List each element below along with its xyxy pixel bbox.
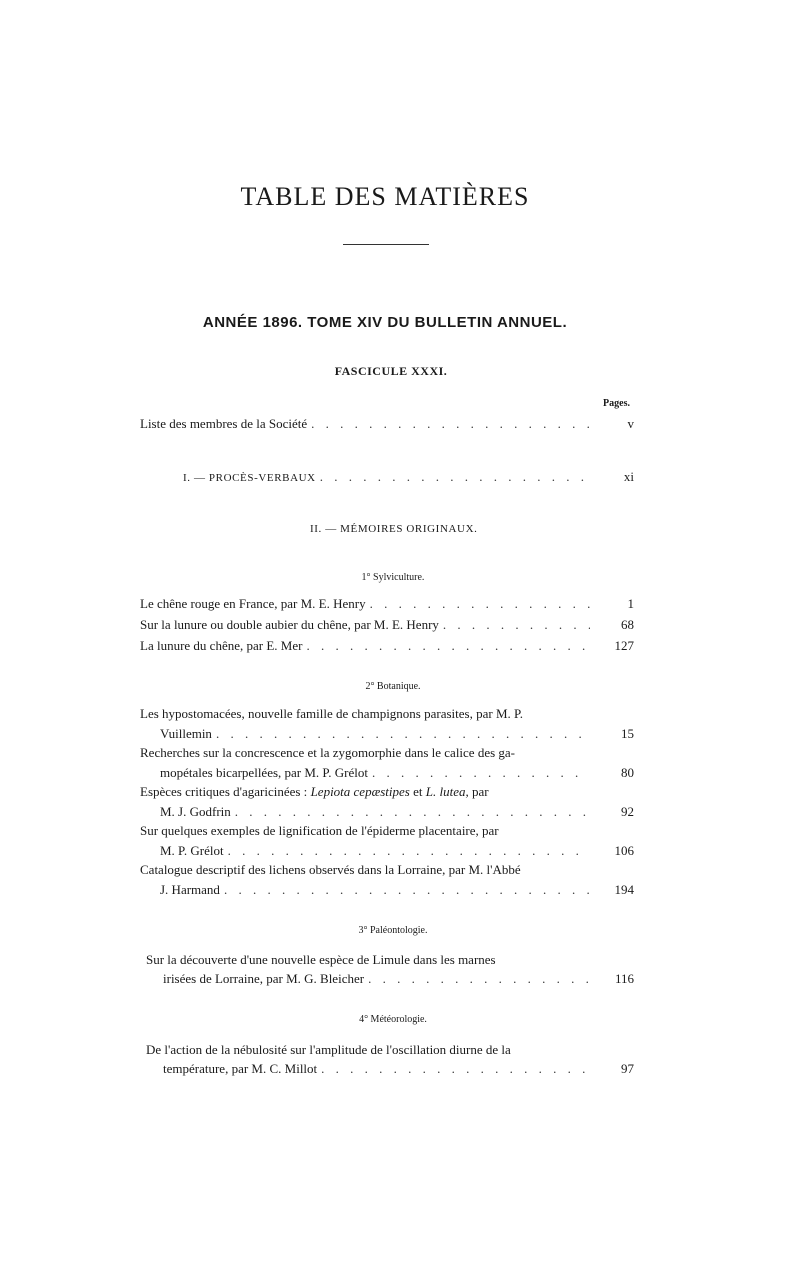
- toc-entry-text: J. Harmand: [160, 882, 220, 897]
- toc-entry-line: Sur quelques exemples de lignification de l'épiderme placentaire, par: [140, 823, 499, 838]
- dot-leader: [370, 594, 590, 614]
- toc-entry: [160, 724, 634, 744]
- toc-entry-page: v: [627, 416, 634, 431]
- dot-leader: [368, 969, 590, 989]
- toc-entry: [160, 802, 634, 822]
- toc-entry-page: 127: [614, 638, 634, 653]
- toc-entry-text: M. P. Grélot: [160, 843, 224, 858]
- dot-leader: [372, 763, 590, 783]
- species-name: L. lutea,: [425, 784, 469, 799]
- toc-entry-line: Catalogue descriptif des lichens observés dans la Lorraine, par M. l'Abbé: [140, 862, 521, 877]
- toc-entry: [160, 841, 634, 861]
- toc-entry-text: température, par M. C. Millot: [163, 1061, 318, 1076]
- toc-entry: [140, 594, 634, 614]
- toc-entry: [160, 880, 634, 900]
- dot-leader: [224, 880, 590, 900]
- dot-leader: [443, 615, 590, 635]
- toc-entry-text: irisées de Lorraine, par M. G. Bleicher: [163, 971, 365, 986]
- toc-section-memoires: II. — MÉMOIRES ORIGINAUX.: [310, 523, 478, 535]
- dot-leader: [235, 802, 590, 822]
- toc-entry: [163, 969, 634, 989]
- toc-entry-page: 1: [627, 596, 634, 611]
- toc-entry-text: mopétales bicarpellées, par M. P. Grélot: [160, 765, 368, 780]
- dot-leader: [216, 724, 590, 744]
- toc-entry-text: Vuillemin: [160, 726, 212, 741]
- dot-leader: [228, 841, 590, 861]
- fascicule-heading: FASCICULE XXXI.: [334, 364, 448, 378]
- toc-entry: [140, 636, 634, 656]
- toc-entry-line: Les hypostomacées, nouvelle famille de champignons parasites, par M. P.: [140, 706, 524, 721]
- subsection-heading: 1° Sylviculture.: [361, 572, 425, 583]
- toc-entry-page: 116: [614, 971, 634, 986]
- toc-entry-text: La lunure du chêne, par E. Mer: [140, 638, 303, 653]
- toc-section-proces-verbaux: [183, 467, 634, 488]
- toc-entry-text: par: [468, 784, 489, 799]
- toc-entry-page: 106: [614, 843, 634, 858]
- toc-section-label: I. — PROCÈS-VERBAUX: [183, 472, 316, 484]
- toc-entry-page: 80: [621, 765, 634, 780]
- toc-entry-line: De l'action de la nébulosité sur l'amplitude de l'oscillation diurne de la: [146, 1042, 511, 1057]
- year-heading: ANNÉE 1896. TOME XIV DU BULLETIN ANNUEL.: [202, 314, 568, 331]
- dot-leader: [306, 636, 590, 656]
- toc-entry-page: 194: [614, 882, 634, 897]
- page-title: TABLE DES MATIÈRES: [240, 182, 530, 211]
- dot-leader: [320, 467, 590, 487]
- toc-entry-text: Liste des membres de la Société: [140, 416, 308, 431]
- toc-entry-page: 92: [621, 804, 634, 819]
- toc-entry-line: [140, 782, 634, 802]
- toc-entry: [160, 763, 634, 783]
- toc-entry-line: Recherches sur la concrescence et la zygomorphie dans le calice des ga-: [140, 745, 516, 760]
- pages-column-label: Pages.: [603, 398, 630, 409]
- toc-entry-text: Sur la lunure ou double aubier du chêne, par M. E. Henry: [140, 617, 439, 632]
- title-divider: [343, 244, 429, 245]
- toc-entry-page: 15: [621, 726, 634, 741]
- toc-entry-page: xi: [623, 469, 634, 484]
- toc-entry: [140, 615, 634, 635]
- subsection-heading: 3° Paléontologie.: [358, 925, 428, 936]
- toc-entry: [163, 1059, 634, 1079]
- toc-entry-text: et: [409, 784, 426, 799]
- toc-entry-page: 68: [621, 617, 634, 632]
- species-name: Lepiota cepæstipes: [310, 784, 410, 799]
- toc-entry-line: Sur la découverte d'une nouvelle espèce de Limule dans les marnes: [146, 952, 496, 967]
- toc-entry-text: M. J. Godfrin: [160, 804, 231, 819]
- toc-entry: [140, 414, 634, 434]
- dot-leader: [321, 1059, 590, 1079]
- toc-entry-text: Le chêne rouge en France, par M. E. Henry: [140, 596, 366, 611]
- subsection-heading: 4° Météorologie.: [359, 1014, 427, 1025]
- dot-leader: [311, 414, 590, 434]
- toc-entry-text: Espèces critiques d'agaricinées :: [140, 784, 311, 799]
- toc-entry-page: 97: [621, 1061, 634, 1076]
- subsection-heading: 2° Botanique.: [365, 681, 421, 692]
